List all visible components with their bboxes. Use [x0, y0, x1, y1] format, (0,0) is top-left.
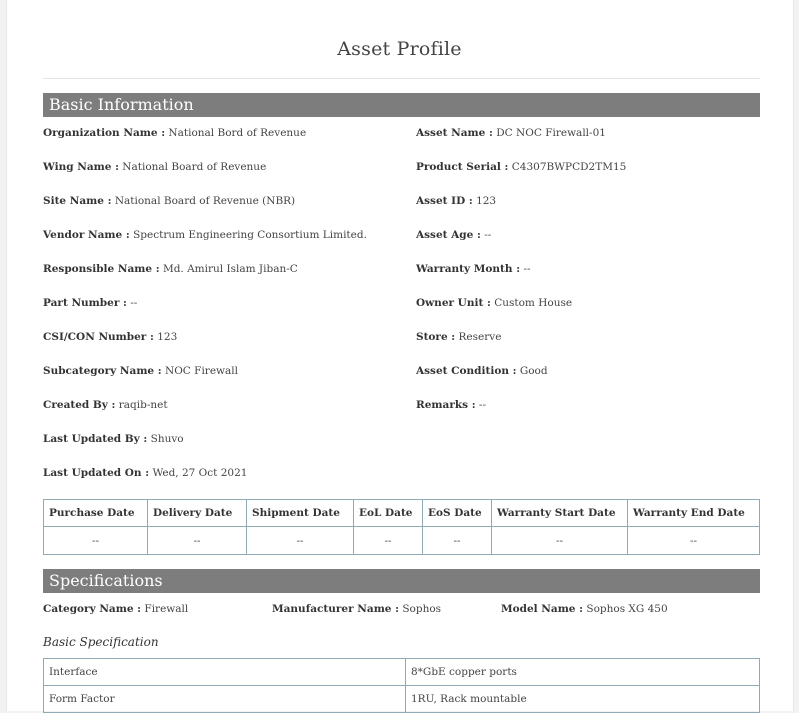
warranty-end-date-value: -- — [628, 527, 760, 555]
basic-info-field — [416, 263, 531, 275]
category-name-value: Firewall — [144, 603, 189, 615]
basic-info-field — [416, 331, 501, 343]
basic-specification-table — [43, 658, 760, 713]
basic-information-header: Basic Information — [43, 93, 760, 117]
warranty-start-date-header: Warranty Start Date — [492, 500, 628, 527]
spec-value-interface: 8*GbE copper ports — [406, 659, 760, 686]
basic-info-field — [43, 161, 266, 173]
field-value: National Board of Revenue — [122, 161, 267, 173]
field-value: -- — [484, 229, 492, 241]
title-divider — [43, 78, 760, 79]
manufacturer-name-value: Sophos — [402, 603, 442, 615]
field-label: Warranty Month : — [416, 263, 521, 275]
basic-info-field — [416, 127, 606, 139]
field-label: Asset Name : — [416, 127, 493, 139]
spec-key-form-factor: Form Factor — [44, 686, 406, 713]
warranty-end-date-header: Warranty End Date — [628, 500, 760, 527]
field-label: Asset Condition : — [416, 365, 517, 377]
field-label: Owner Unit : — [416, 297, 491, 309]
basic-info-field — [43, 195, 295, 207]
dates-header-row — [44, 500, 760, 527]
field-value: Reserve — [458, 331, 502, 343]
basic-info-field — [43, 297, 137, 309]
basic-info-field — [43, 399, 168, 411]
basic-info-field — [416, 297, 572, 309]
field-value: Md. Amirul Islam Jiban-C — [162, 263, 298, 275]
specifications-header: Specifications — [43, 569, 760, 593]
basic-specification-heading: Basic Specification — [43, 635, 159, 649]
field-value: NOC Firewall — [165, 365, 239, 377]
field-value: -- — [130, 297, 138, 309]
eol-date-header: EoL Date — [354, 500, 423, 527]
field-value: National Bord of Revenue — [168, 127, 307, 139]
spec-row — [44, 686, 760, 713]
field-label: CSI/CON Number : — [43, 331, 154, 343]
field-label: Last Updated On : — [43, 467, 150, 479]
purchase-date-header: Purchase Date — [44, 500, 148, 527]
field-value: 123 — [476, 195, 497, 207]
field-label: Created By : — [43, 399, 116, 411]
eol-date-value: -- — [354, 527, 423, 555]
field-label: Wing Name : — [43, 161, 119, 173]
eos-date-header: EoS Date — [423, 500, 492, 527]
delivery-date-value: -- — [148, 527, 247, 555]
field-label: Site Name : — [43, 195, 112, 207]
field-value: Spectrum Engineering Consortium Limited. — [133, 229, 367, 241]
field-label: Part Number : — [43, 297, 127, 309]
model-name-label: Model Name : — [501, 603, 584, 615]
basic-info-field — [416, 161, 626, 173]
model-name-value: Sophos XG 450 — [586, 603, 668, 615]
basic-info-field — [43, 467, 247, 479]
shipment-date-header: Shipment Date — [247, 500, 354, 527]
manufacturer-name-label: Manufacturer Name : — [272, 603, 400, 615]
basic-info-field — [43, 127, 306, 139]
field-value: DC NOC Firewall-01 — [496, 127, 606, 139]
manufacturer-name-field — [272, 603, 441, 615]
basic-info-field — [43, 229, 367, 241]
delivery-date-header: Delivery Date — [148, 500, 247, 527]
field-value: raqib-net — [118, 399, 168, 411]
category-name-field — [43, 603, 188, 615]
category-name-label: Category Name : — [43, 603, 142, 615]
field-label: Asset Age : — [416, 229, 481, 241]
spec-value-form-factor: 1RU, Rack mountable — [406, 686, 760, 713]
basic-info-field — [416, 229, 491, 241]
model-name-field — [501, 603, 668, 615]
field-value: -- — [523, 263, 531, 275]
dates-table — [43, 499, 760, 555]
field-label: Subcategory Name : — [43, 365, 162, 377]
basic-info-field — [43, 433, 184, 445]
field-value: C4307BWPCD2TM15 — [511, 161, 627, 173]
field-value: Shuvo — [150, 433, 184, 445]
shipment-date-value: -- — [247, 527, 354, 555]
field-label: Last Updated By : — [43, 433, 148, 445]
dates-value-row — [44, 527, 760, 555]
field-value: -- — [478, 399, 487, 411]
field-value: Wed, 27 Oct 2021 — [152, 467, 248, 479]
field-label: Vendor Name : — [43, 229, 130, 241]
page-title: Asset Profile — [337, 38, 462, 60]
field-value: Custom House — [494, 297, 573, 309]
field-value: National Board of Revenue (NBR) — [114, 195, 296, 207]
field-label: Product Serial : — [416, 161, 509, 173]
basic-info-field — [416, 195, 496, 207]
basic-info-field — [43, 331, 177, 343]
basic-info-field — [43, 263, 298, 275]
spec-key-interface: Interface — [44, 659, 406, 686]
field-label: Store : — [416, 331, 456, 343]
basic-info-field — [416, 365, 548, 377]
basic-info-field — [43, 365, 238, 377]
field-label: Responsible Name : — [43, 263, 160, 275]
field-value: 123 — [157, 331, 178, 343]
field-value: Good — [519, 365, 548, 377]
warranty-start-date-value: -- — [492, 527, 628, 555]
field-label: Remarks : — [416, 399, 476, 411]
basic-info-field — [416, 399, 486, 411]
eos-date-value: -- — [423, 527, 492, 555]
field-label: Organization Name : — [43, 127, 166, 139]
purchase-date-value: -- — [44, 527, 148, 555]
spec-row — [44, 659, 760, 686]
field-label: Asset ID : — [416, 195, 473, 207]
